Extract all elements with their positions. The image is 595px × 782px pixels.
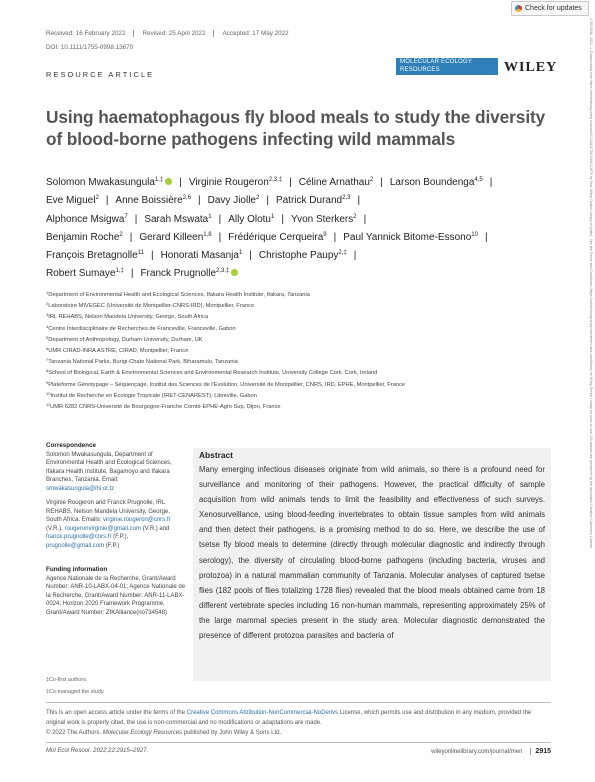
author[interactable] [46,195,99,206]
author-affiliation-marker: 10 [471,231,478,238]
author-affiliation-marker: 11 [137,250,144,257]
author-name: Yvon Sterkers [290,213,354,225]
author-list [46,174,556,284]
affiliation-text: Plateforme Génotypage – Séquençage, Institut des Sciences de l'Evolution, Université de Montpellier, CNRS, IRD, EPHE, Montpellier, France [48,381,405,388]
author-separator: | [289,177,292,188]
affiliation-text: Centre Interdisciplinaire de Recherches de Franceville, Franceville, Gabon [48,325,236,332]
license-link[interactable]: Creative Commons Attribution-NonCommercial-NoDerivs [186,710,339,716]
author-separator: | [489,177,493,188]
author-name: Paul Yannick Bitome-Essono [343,231,472,243]
author-affiliation-marker: 2 [119,231,123,238]
author-name: Benjamin Roche [46,231,120,243]
author-affiliation-marker: 9 [323,231,327,238]
download-strip [584,18,593,778]
article-dates [46,30,297,37]
affiliation-number: 10 [46,390,51,396]
affiliation-item [46,368,556,379]
author-name: Robert Sumaye [46,268,116,280]
funding-text: Agence Nationale de la Recherche, Grant/Award Number: ANR-10-LABX-04-01; Agence Nationale de la Recherche, Grant/Award Number: ANR-11-LABX-0024; Horizon 2020 Framework Programme, Grant/Award Number: ZIKAlliance(no734548) [46,575,186,616]
footnote-co-managed: ‡Co-managed the study. [46,689,105,695]
doi-link[interactable]: DOI: 10.1111/1755-0998.13670 [46,44,134,51]
author-affiliation-marker: 2 [95,195,99,202]
author-separator: | [357,195,361,207]
author[interactable] [139,232,211,243]
affiliations [46,290,556,413]
affiliation-text: UMR CIRAD-INRA ASTRE, CIRAD, Montpellier, France [48,347,189,354]
author-affiliation-marker: 2,3,‡ [216,268,230,275]
email-label-1: Email: [101,477,119,483]
author[interactable] [259,250,347,261]
affiliation-number: 9 [46,379,49,385]
affiliation-item [46,380,556,391]
affiliation-number: 7 [46,357,49,363]
journal-url[interactable]: wileyonlinelibrary.com/journal/men [431,749,523,755]
email-label-2: Emails: [81,517,104,523]
footer-right [431,748,551,755]
email-link-4[interactable]: franck.prugnolle@cnrs.fr [46,534,112,540]
author-separator: | [130,268,134,280]
author[interactable] [276,195,350,206]
affiliation-number: 3 [46,312,49,318]
abstract-box [193,448,551,681]
crossmark-icon [515,5,522,12]
email-link-5[interactable]: prugnolle@gmail.com [46,542,105,549]
author-separator: | [266,195,269,207]
affiliation-item [46,402,556,413]
author[interactable] [291,214,357,225]
check-for-updates-label: Check for updates [525,5,582,12]
author-separator: | [150,250,154,262]
author-separator: | [281,213,284,225]
author-separator: | [198,195,201,207]
license-part-2: License, which permits use and distribution in any medium, provided the original work is properly cited, the use is non-commercial and no modifications or adaptations are made. [46,710,532,726]
author-name: Solomon Mwakasungula [46,177,155,188]
footnote-divider [46,702,551,703]
affiliation-text: School of Biological, Earth & Environmental Sciences and Environmental Research Institute, University College Cork, Cork, Ireland [48,370,378,377]
correspondence-text-2: Virginie Rougeron and Franck Prugnolle, IRL REHABS, Nelson Mandela University, George, South Africa. [46,500,170,523]
author[interactable] [46,177,172,188]
correspondence-block [46,442,186,493]
affiliation-number: 4 [46,323,49,329]
author-affiliation-marker: 1 [238,250,243,257]
license-part-1: This is an open access article under the terms of the [46,710,187,716]
author-name: Eve Miguel [46,195,96,207]
author-separator: | [484,231,488,243]
author-affiliation-marker: 1 [271,213,275,220]
affiliation-number: 8 [46,368,49,374]
license-text [46,708,551,738]
author-affiliation-marker: 2,3,‡ [268,177,283,183]
publisher-logo: WILEY [504,60,558,75]
author-affiliation-marker: 2,3 [342,195,351,202]
author[interactable] [228,232,326,243]
author-affiliation-marker: 2 [256,195,260,202]
author-affiliation-marker: 7 [124,213,128,220]
orcid-icon[interactable] [231,269,238,276]
author[interactable] [46,232,123,243]
email-note-1: (V.R.), [46,525,65,532]
author-separator: | [353,250,357,262]
affiliation-number: 5 [46,334,49,340]
author-separator: | [363,213,367,225]
copyright-publisher: published by John Wiley & Sons Ltd. [182,730,282,736]
funding-heading: Funding information [46,566,108,573]
correspondence-text-1: Solomon Mwakasungula, Department of Environmental Health and Ecological Sciences, Ifakara Health Institute, Bagamoyo and Ifakara Branches, Tanzania. [46,451,172,483]
author[interactable] [140,268,238,279]
affiliation-text: IRL REHABS, Nelson Mandela University, George, South Africa [48,314,209,321]
author-separator: | [134,213,138,225]
author[interactable] [228,214,274,225]
author[interactable] [46,250,144,261]
author-name: Gerard Killeen [139,231,204,243]
author-name: Virginie Rougeron [188,177,269,188]
revised-date: Revised: 25 April 2022 [133,30,213,37]
author-affiliation-marker: 2 [369,177,374,183]
email-note-3: (F.P.), [111,534,129,540]
footer-divider [46,742,551,743]
affiliation-item [46,301,556,312]
author[interactable] [208,195,260,206]
author[interactable] [390,177,483,188]
author-separator: | [249,250,252,262]
author-name: Christophe Paupy [258,250,339,262]
page-number: 2915 [530,748,551,755]
affiliation-item [46,290,556,301]
author-affiliation-marker: 1,8 [203,231,212,238]
author-affiliation-marker: 2,6 [182,195,192,202]
correspondence-block-2 [46,499,186,550]
email-link-1[interactable]: smwakasungula@ihi.or.tz [46,485,115,492]
author[interactable] [46,214,128,225]
abstract-heading: Abstract [199,450,233,460]
download-strip-text: 1755-0998, 2022, 4, Downloaded from https://onlinelibrary.wiley.com/doi/10.1111/1755-0998.13670 by Test, Wiley Online Library on [date]. See the Terms and Conditions (https://onlinelibrary.wiley.com/terms-and-conditions) on Wiley Online Library for rules of use; OA articles are governed by the applicable Creative Commons License [589,18,593,549]
affiliation-number: 1 [46,290,49,295]
citation: Mol Ecol Resour. 2022;22:2915–2927. [46,748,149,754]
author-name: Anne Boissière [115,195,183,207]
author[interactable] [343,232,478,243]
author-separator: | [218,231,222,243]
author-separator: | [179,177,182,188]
author-name: Sarah Mswata [144,213,209,225]
journal-logo: MOLECULAR ECOLOGY RESOURCES [396,58,498,75]
email-link-3[interactable]: rougeronvirginie@gmail.com [64,525,141,532]
affiliation-item [46,346,556,357]
author-name: Franck Prugnolle [140,268,217,280]
correspondence-heading: Correspondence [46,442,97,449]
author-separator: | [105,195,109,207]
funding-block [46,566,186,617]
author-name: Ally Olotu [228,213,271,225]
affiliation-item [46,324,556,335]
affiliation-text: Department of Anthropology, Durham University, Durham, UK [48,336,203,343]
affiliation-text: UMR 6282 CNRS-Université de Bourgogne-Franche Comté-EPHE-Agro Sup, Dijon, France [50,403,281,410]
author[interactable] [115,195,191,206]
affiliation-text: Department of Environmental Health and Ecological Sciences, Ifakara Health Institute, Ifakara, Tanzania [48,292,310,298]
affiliation-number: 11 [46,401,51,407]
page-footer [46,748,551,754]
author-affiliation-marker: 2,‡ [338,250,347,257]
author-name: Céline Arnathau [298,177,370,188]
affiliation-item [46,312,556,323]
author-separator: | [380,177,383,188]
footnote-co-first: ‡Co-first authors. [46,677,88,683]
author[interactable] [299,177,374,188]
article-type: RESOURCE ARTICLE [46,70,155,79]
author-affiliation-marker: 4,5 [474,177,483,183]
copyright-text: © 2022 The Authors. [46,730,103,736]
author[interactable] [189,177,282,188]
author-name: Patrick Durand [275,195,343,207]
email-note-4: (F.P.) [104,542,120,549]
affiliation-number: 2 [46,301,49,307]
author-name: Frédérique Cerqueira [228,231,324,243]
affiliation-item [46,335,556,346]
accepted-date: Accepted: 17 May 2022 [213,30,296,37]
affiliation-item [46,357,556,368]
author-affiliation-marker: 1,‡ [154,177,164,183]
author-separator: | [333,231,337,243]
author-affiliation-marker: 2 [353,213,357,220]
author[interactable] [46,268,124,279]
author-name: Davy Jiolle [207,195,256,207]
author-name: Larson Boundenga [389,177,475,188]
affiliation-number: 6 [46,345,49,351]
author[interactable] [161,250,243,261]
author-name: Alphonce Msigwa [46,213,125,225]
author-affiliation-marker: 1 [208,213,212,220]
email-link-2[interactable]: virginie.rougeron@cnrs.fr [103,517,171,523]
check-for-updates-button[interactable] [511,1,589,16]
author-separator: | [218,213,222,225]
journal-name: Molecular Ecology Resources [102,730,183,736]
received-date: Received: 16 February 2022 [46,30,126,37]
author-name: François Bretagnolle [46,250,138,262]
affiliation-item [46,391,556,402]
email-note-2: (V.R.) and [140,525,170,532]
abstract-text: Many emerging infectious diseases originate from wild animals, so there is a profound need for surveillance and monitoring of their pathogens. However, the practical difficulty of sample acquisition from wild animals tends to limit the feasibility and effectiveness of such surveys. Xenosurveillance, using blood-feeding invertebrates to obtain tissue samples from wild animals and then detect their pathogens, is a promising method to do so. Here, we describe the use of tsetse fly blood meals to determine (directly through molecular diagnostic and indirectly through serology), the diversity of circulating blood-borne pathogens (including bacteria, viruses and protozoa) in a natural mammalian community of Tanzania. Molecular analyses of captured tsetse flies (182 pools of flies totalizing 1728 flies) revealed that the blood meals obtained came from 18 different vertebrate species including 16 non-human mammals, representing approximately 25% of the large mammal species present in the study area. Molecular diagnostic demonstrated the presence of different protozoa parasites and bacteria of [199,465,545,641]
affiliation-text: Laboratoire MIVEGEC (Université de Montpellier-CNRS-IRD), Montpellier, France [48,303,255,310]
author-affiliation-marker: 1,‡ [115,268,124,275]
author[interactable] [144,214,211,225]
sidebar [46,442,186,623]
author-separator: | [129,231,133,243]
article-title: Using haematophagous fly blood meals to study the diversity of blood-borne pathogens infecting wild mammals [46,107,546,149]
affiliation-text: Tanzania National Parks, Burigi-Chato National Park, Biharamulo, Tanzania [48,359,238,366]
affiliation-text: Institut de Recherche en Écologie Tropicale (IRET-CENAREST), Libreville, Gabon [50,392,257,399]
author-name: Honorati Masanja [160,250,239,262]
